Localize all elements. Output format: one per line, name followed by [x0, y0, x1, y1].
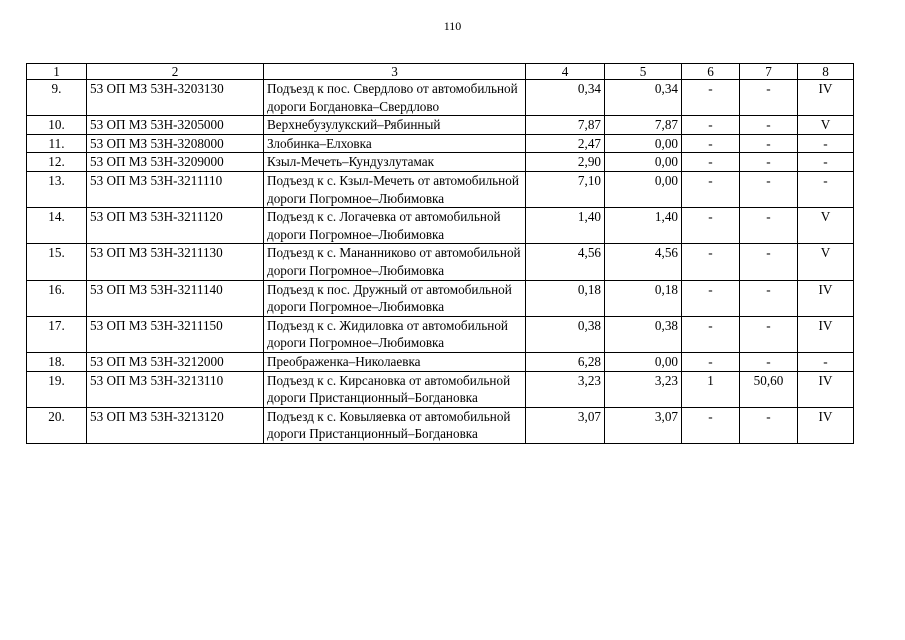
road-name-cell: Подъезд к пос. Дружный от автомобильной дороги Погромное–Любимовка	[264, 280, 526, 316]
road-id-cell: 53 ОП МЗ 53Н-3211130	[87, 244, 264, 280]
road-name-cell: Злобинка–Елховка	[264, 134, 526, 153]
length-total-cell: 3,23	[526, 371, 605, 407]
length-paved-cell: 4,56	[605, 244, 682, 280]
col7-cell: -	[740, 244, 798, 280]
col6-cell: -	[682, 134, 740, 153]
col6-cell: 1	[682, 371, 740, 407]
road-name-cell: Подъезд к пос. Свердлово от автомобильной дороги Богдановка–Свердлово	[264, 80, 526, 116]
road-id-cell: 53 ОП МЗ 53Н-3211150	[87, 316, 264, 352]
col7-cell: -	[740, 134, 798, 153]
col6-cell: -	[682, 208, 740, 244]
col6-cell: -	[682, 316, 740, 352]
length-paved-cell: 0,00	[605, 134, 682, 153]
table-row	[27, 208, 854, 244]
length-total-cell: 6,28	[526, 352, 605, 371]
col6-cell: -	[682, 352, 740, 371]
column-header: 1	[27, 64, 87, 80]
length-total-cell: 4,56	[526, 244, 605, 280]
road-id-cell: 53 ОП МЗ 53Н-3211110	[87, 171, 264, 207]
page-number: 110	[443, 19, 462, 33]
column-header: 8	[798, 64, 854, 80]
table-row	[27, 352, 854, 371]
length-paved-cell: 3,07	[605, 407, 682, 443]
category-cell: -	[798, 134, 854, 153]
length-paved-cell: 0,00	[605, 171, 682, 207]
row-number-cell: 13.	[27, 171, 87, 207]
road-name-cell: Подъезд к с. Кзыл-Мечеть от автомобильной дороги Погромное–Любимовка	[264, 171, 526, 207]
length-paved-cell: 1,40	[605, 208, 682, 244]
table-body	[27, 80, 854, 444]
column-header: 6	[682, 64, 740, 80]
length-paved-cell: 0,00	[605, 352, 682, 371]
length-total-cell: 0,34	[526, 80, 605, 116]
roads-table	[26, 63, 854, 444]
row-number-cell: 18.	[27, 352, 87, 371]
table-header-row	[27, 64, 854, 80]
row-number-cell: 14.	[27, 208, 87, 244]
row-number-cell: 15.	[27, 244, 87, 280]
category-cell: V	[798, 244, 854, 280]
table-row	[27, 171, 854, 207]
road-id-cell: 53 ОП МЗ 53Н-3205000	[87, 116, 264, 135]
table-row	[27, 80, 854, 116]
col7-cell: -	[740, 352, 798, 371]
length-total-cell: 7,10	[526, 171, 605, 207]
length-paved-cell: 7,87	[605, 116, 682, 135]
col6-cell: -	[682, 280, 740, 316]
length-paved-cell: 3,23	[605, 371, 682, 407]
row-number-cell: 19.	[27, 371, 87, 407]
category-cell: IV	[798, 371, 854, 407]
table-row	[27, 153, 854, 172]
column-header: 5	[605, 64, 682, 80]
category-cell: V	[798, 116, 854, 135]
road-name-cell: Подъезд к с. Жидиловка от автомобильной дороги Погромное–Любимовка	[264, 316, 526, 352]
length-paved-cell: 0,34	[605, 80, 682, 116]
length-total-cell: 2,47	[526, 134, 605, 153]
length-paved-cell: 0,00	[605, 153, 682, 172]
row-number-cell: 11.	[27, 134, 87, 153]
road-name-cell: Подъезд к с. Логачевка от автомобильной дороги Погромное–Любимовка	[264, 208, 526, 244]
col7-cell: -	[740, 407, 798, 443]
col7-cell: 50,60	[740, 371, 798, 407]
road-name-cell: Подъезд к с. Мананниково от автомобильной дороги Погромное–Любимовка	[264, 244, 526, 280]
col7-cell: -	[740, 116, 798, 135]
column-header: 2	[87, 64, 264, 80]
col7-cell: -	[740, 208, 798, 244]
table-row	[27, 116, 854, 135]
col6-cell: -	[682, 171, 740, 207]
column-header: 3	[264, 64, 526, 80]
col7-cell: -	[740, 316, 798, 352]
col7-cell: -	[740, 153, 798, 172]
road-id-cell: 53 ОП МЗ 53Н-3209000	[87, 153, 264, 172]
road-name-cell: Кзыл-Мечеть–Кундузлутамак	[264, 153, 526, 172]
road-name-cell: Подъезд к с. Ковыляевка от автомобильной дороги Пристанционный–Богдановка	[264, 407, 526, 443]
col7-cell: -	[740, 171, 798, 207]
column-header: 4	[526, 64, 605, 80]
road-id-cell: 53 ОП МЗ 53Н-3203130	[87, 80, 264, 116]
column-header: 7	[740, 64, 798, 80]
col7-cell: -	[740, 280, 798, 316]
col7-cell: -	[740, 80, 798, 116]
category-cell: -	[798, 153, 854, 172]
table-row	[27, 244, 854, 280]
road-id-cell: 53 ОП МЗ 53Н-3213120	[87, 407, 264, 443]
road-id-cell: 53 ОП МЗ 53Н-3212000	[87, 352, 264, 371]
road-name-cell: Подъезд к с. Кирсановка от автомобильной дороги Пристанционный–Богдановка	[264, 371, 526, 407]
road-name-cell: Верхнебузулукский–Рябинный	[264, 116, 526, 135]
table-row	[27, 280, 854, 316]
length-paved-cell: 0,18	[605, 280, 682, 316]
category-cell: IV	[798, 407, 854, 443]
length-total-cell: 3,07	[526, 407, 605, 443]
table-row	[27, 407, 854, 443]
table-row	[27, 316, 854, 352]
road-name-cell: Преображенка–Николаевка	[264, 352, 526, 371]
row-number-cell: 9.	[27, 80, 87, 116]
category-cell: -	[798, 352, 854, 371]
row-number-cell: 12.	[27, 153, 87, 172]
length-total-cell: 2,90	[526, 153, 605, 172]
length-total-cell: 0,18	[526, 280, 605, 316]
road-id-cell: 53 ОП МЗ 53Н-3211120	[87, 208, 264, 244]
col6-cell: -	[682, 407, 740, 443]
length-total-cell: 1,40	[526, 208, 605, 244]
road-id-cell: 53 ОП МЗ 53Н-3211140	[87, 280, 264, 316]
row-number-cell: 10.	[27, 116, 87, 135]
road-id-cell: 53 ОП МЗ 53Н-3213110	[87, 371, 264, 407]
length-total-cell: 0,38	[526, 316, 605, 352]
row-number-cell: 20.	[27, 407, 87, 443]
category-cell: -	[798, 171, 854, 207]
col6-cell: -	[682, 116, 740, 135]
category-cell: IV	[798, 80, 854, 116]
category-cell: IV	[798, 316, 854, 352]
road-id-cell: 53 ОП МЗ 53Н-3208000	[87, 134, 264, 153]
category-cell: IV	[798, 280, 854, 316]
row-number-cell: 16.	[27, 280, 87, 316]
col6-cell: -	[682, 153, 740, 172]
table-row	[27, 371, 854, 407]
length-paved-cell: 0,38	[605, 316, 682, 352]
col6-cell: -	[682, 244, 740, 280]
row-number-cell: 17.	[27, 316, 87, 352]
length-total-cell: 7,87	[526, 116, 605, 135]
table-row	[27, 134, 854, 153]
category-cell: V	[798, 208, 854, 244]
col6-cell: -	[682, 80, 740, 116]
